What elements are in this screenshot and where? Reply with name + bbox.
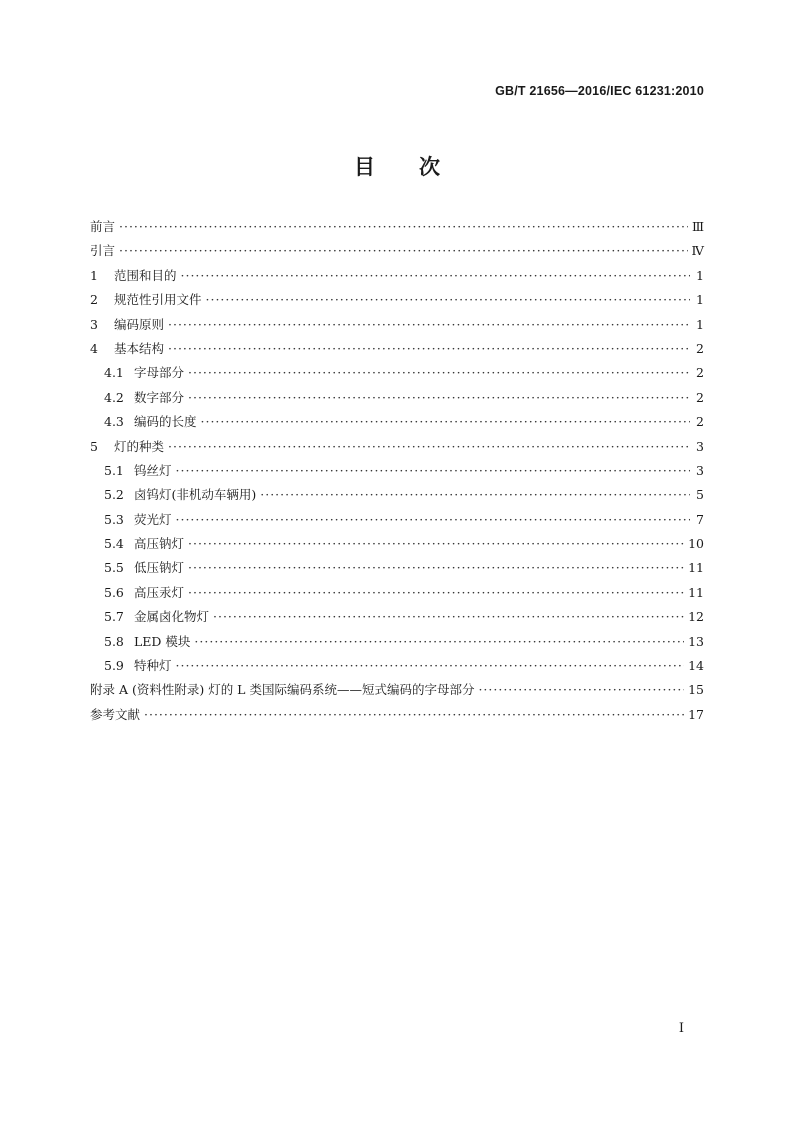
toc-dot-leader	[188, 556, 684, 580]
toc-entry-page-number: 3	[696, 462, 704, 478]
title-char-2: 次	[419, 154, 440, 179]
toc-entry-page-number: 2	[696, 414, 704, 430]
toc-entry-label: 卤钨灯(非机动车辆用)	[134, 487, 257, 503]
toc-entry-label: 金属卤化物灯	[134, 609, 210, 625]
toc-entry-number: 4.3	[104, 414, 124, 430]
toc-dot-leader	[206, 288, 690, 312]
toc-dot-leader	[176, 508, 690, 532]
toc-entry-number: 5.3	[104, 511, 124, 527]
toc-entry-label: 基本结构	[114, 340, 165, 356]
toc-entry-label: 参考文献	[90, 706, 141, 722]
toc-entry[interactable]	[90, 215, 704, 239]
toc-entry-page-number: 2	[696, 365, 704, 381]
toc-entry[interactable]	[90, 239, 704, 263]
toc-entry-label: LED 模块	[134, 633, 191, 649]
toc-entry-number: 3	[90, 316, 98, 332]
table-of-contents	[90, 215, 704, 727]
toc-entry-page-number: 1	[696, 292, 704, 308]
toc-entry-page-number: 12	[688, 609, 704, 625]
toc-entry-page-number: 11	[688, 584, 704, 600]
toc-entry-number: 4.1	[104, 365, 124, 381]
toc-entry-label: 编码的长度	[134, 414, 197, 430]
toc-entry[interactable]	[90, 581, 704, 605]
toc-entry-number: 5.2	[104, 487, 124, 503]
toc-entry-page-number: 15	[688, 682, 704, 698]
toc-entry-number: 5	[90, 438, 98, 454]
toc-entry-page-number: 2	[696, 389, 704, 405]
toc-entry[interactable]	[90, 483, 704, 507]
toc-entry[interactable]	[90, 313, 704, 337]
toc-entry-page-number: Ⅳ	[691, 243, 704, 259]
toc-entry[interactable]	[90, 703, 704, 727]
toc-entry-label: 前言	[90, 219, 116, 234]
toc-dot-leader	[119, 239, 687, 263]
toc-entry-number: 4	[90, 340, 98, 356]
toc-entry-label: 数字部分	[134, 389, 185, 405]
toc-dot-leader	[181, 264, 690, 288]
toc-entry[interactable]	[90, 410, 704, 434]
toc-entry-number: 2	[90, 292, 98, 308]
toc-entry-page-number: 1	[696, 267, 704, 283]
toc-entry-label: 规范性引用文件	[114, 292, 202, 308]
toc-entry[interactable]	[90, 532, 704, 556]
toc-entry-page-number: 1	[696, 316, 704, 332]
toc-entry-number: 4.2	[104, 389, 124, 405]
toc-entry-label: 字母部分	[134, 365, 185, 381]
toc-entry-page-number: 13	[688, 633, 704, 649]
toc-entry[interactable]	[90, 435, 704, 459]
toc-entry-page-number: 14	[688, 658, 704, 674]
toc-entry-page-number: 11	[688, 560, 704, 576]
toc-entry[interactable]	[90, 386, 704, 410]
toc-entry-number: 5.6	[104, 584, 124, 600]
toc-dot-leader	[194, 630, 684, 654]
toc-entry[interactable]	[90, 654, 704, 678]
toc-entry-page-number: 5	[696, 487, 704, 503]
toc-entry-number: 5.7	[104, 609, 124, 625]
toc-entry[interactable]	[90, 264, 704, 288]
page-title	[0, 151, 794, 181]
toc-dot-leader	[213, 605, 684, 629]
toc-dot-leader	[188, 581, 684, 605]
toc-dot-leader	[201, 410, 690, 434]
toc-dot-leader	[188, 386, 690, 410]
toc-entry-label: 低压钠灯	[134, 560, 185, 576]
toc-dot-leader	[168, 337, 690, 361]
toc-entry-label: 荧光灯	[134, 511, 172, 527]
toc-entry-number: 5.8	[104, 633, 124, 649]
toc-entry-label: 高压钠灯	[134, 536, 185, 552]
toc-entry-label: 特种灯	[134, 658, 172, 674]
toc-entry-label: 钨丝灯	[134, 462, 172, 478]
toc-entry-label: 附录 A (资料性附录) 灯的 L 类国际编码系统——短式编码的字母部分	[90, 682, 475, 698]
standard-code-header: GB/T 21656—2016/IEC 61231:2010	[495, 84, 704, 98]
toc-dot-leader	[168, 435, 690, 459]
toc-dot-leader	[260, 483, 690, 507]
toc-entry[interactable]	[90, 459, 704, 483]
toc-dot-leader	[478, 678, 684, 702]
toc-entry-number: 5.1	[104, 462, 124, 478]
toc-entry-page-number: 2	[696, 340, 704, 356]
toc-entry-label: 灯的种类	[114, 438, 165, 454]
page-folio: I	[678, 1021, 684, 1036]
toc-entry-page-number: Ⅲ	[691, 219, 704, 234]
toc-entry-page-number: 10	[688, 536, 704, 552]
toc-entry[interactable]	[90, 556, 704, 580]
toc-entry-page-number: 7	[696, 511, 704, 527]
toc-entry-label: 范围和目的	[114, 267, 177, 283]
toc-entry-number: 5.4	[104, 536, 124, 552]
toc-dot-leader	[188, 532, 684, 556]
toc-entry-label: 引言	[90, 243, 116, 259]
toc-entry[interactable]	[90, 361, 704, 385]
toc-entry-label: 高压汞灯	[134, 584, 185, 600]
toc-dot-leader	[144, 703, 684, 727]
title-char-1: 目	[354, 154, 375, 179]
toc-entry[interactable]	[90, 678, 704, 702]
toc-entry[interactable]	[90, 337, 704, 361]
toc-entry[interactable]	[90, 508, 704, 532]
toc-dot-leader	[176, 459, 690, 483]
toc-entry-label: 编码原则	[114, 316, 165, 332]
toc-entry-page-number: 3	[696, 438, 704, 454]
toc-dot-leader	[188, 361, 690, 385]
toc-entry[interactable]	[90, 288, 704, 312]
toc-entry[interactable]	[90, 630, 704, 654]
toc-entry[interactable]	[90, 605, 704, 629]
toc-dot-leader	[168, 313, 690, 337]
toc-entry-number: 1	[90, 267, 98, 283]
toc-entry-page-number: 17	[688, 706, 704, 722]
toc-entry-number: 5.5	[104, 560, 124, 576]
toc-entry-number: 5.9	[104, 658, 124, 674]
toc-dot-leader	[119, 215, 688, 239]
toc-dot-leader	[176, 654, 685, 678]
